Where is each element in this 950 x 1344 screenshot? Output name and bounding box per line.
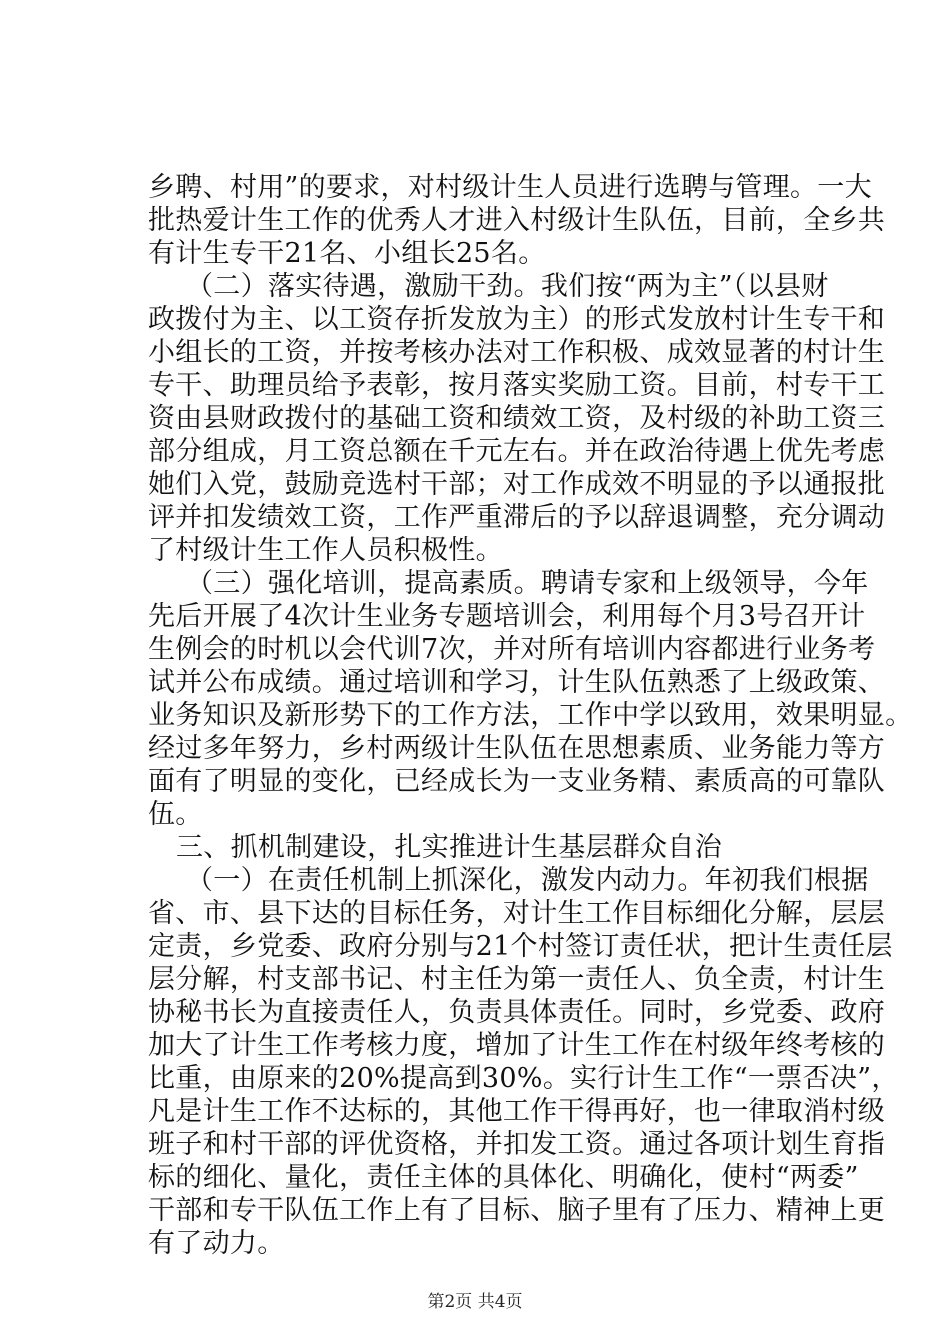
- text-line: （二）落实待遇，激励干劲。我们按“两为主”（以县财: [186, 271, 829, 302]
- text-line: 经过多年努力，乡村两级计生队伍在思想素质、业务能力等方: [148, 733, 886, 764]
- text-line: 标的细化、量化，责任主体的具体化、明确化，使村“两委”: [148, 1162, 859, 1193]
- text-line: 层分解，村支部书记、村主任为第一责任人、负全责，村计生: [148, 964, 886, 995]
- text-line: 小组长的工资，并按考核办法对工作积极、成效显著的村计生: [148, 337, 886, 368]
- page-footer: 第2页 共4页: [427, 1292, 523, 1312]
- text-line: （一）在责任机制上抓深化，激发内动力。年初我们根据: [186, 865, 869, 896]
- text-line: 加大了计生工作考核力度，增加了计生工作在村级年终考核的: [148, 1030, 886, 1061]
- text-line: 有了动力。: [148, 1228, 285, 1259]
- text-line: 班子和村干部的评优资格，并扣发工资。通过各项计划生育指: [148, 1129, 886, 1160]
- text-line: 业务知识及新形势下的工作方法，工作中学以致用，效果明显。: [148, 700, 913, 731]
- text-line: 干部和专干队伍工作上有了目标、脑子里有了压力、精神上更: [148, 1195, 886, 1226]
- text-line: 协秘书长为直接责任人，负责具体责任。同时，乡党委、政府: [148, 997, 886, 1028]
- text-line: 定责，乡党委、政府分别与21个村签订责任状，把计生责任层: [148, 931, 893, 962]
- text-line: 评并扣发绩效工资，工作严重滞后的予以辞退调整，充分调动: [148, 502, 886, 533]
- text-line: 伍。: [148, 799, 203, 830]
- text-line: 凡是计生工作不达标的，其他工作干得再好，也一律取消村级: [148, 1096, 886, 1127]
- text-line: 部分组成，月工资总额在千元左右。并在政治待遇上优先考虑: [148, 436, 886, 467]
- text-line: 批热爱计生工作的优秀人才进入村级计生队伍，目前，全乡共: [148, 205, 886, 236]
- text-line: 有计生专干21名、小组长25名。: [148, 238, 546, 269]
- text-line: 试并公布成绩。通过培训和学习，计生队伍熟悉了上级政策、: [148, 667, 886, 698]
- text-line: 生例会的时机以会代训7次，并对所有培训内容都进行业务考: [148, 634, 876, 665]
- text-line: 了村级计生工作人员积极性。: [148, 535, 503, 566]
- text-line: 政拨付为主、以工资存折发放为主）的形式发放村计生专干和: [148, 304, 886, 335]
- text-line: 资由县财政拨付的基础工资和绩效工资，及村级的补助工资三: [148, 403, 886, 434]
- section-heading: 三、抓机制建设，扎实推进计生基层群众自治: [176, 832, 722, 863]
- text-line: 乡聘、村用”的要求，对村级计生人员进行选聘与管理。一大: [148, 172, 872, 203]
- text-line: 专干、助理员给予表彰，按月落实奖励工资。目前，村专干工: [148, 370, 886, 401]
- text-line: （三）强化培训，提高素质。聘请专家和上级领导，今年: [186, 568, 869, 599]
- text-line: 先后开展了4次计生业务专题培训会，利用每个月3号召开计: [148, 601, 866, 632]
- text-line: 她们入党，鼓励竞选村干部；对工作成效不明显的予以通报批: [148, 469, 886, 500]
- text-line: 比重，由原来的20%提高到30%。实行计生工作“一票否决”，: [148, 1063, 899, 1094]
- text-line: 省、市、县下达的目标任务，对计生工作目标细化分解，层层: [148, 898, 886, 929]
- text-line: 面有了明显的变化，已经成长为一支业务精、素质高的可靠队: [148, 766, 886, 797]
